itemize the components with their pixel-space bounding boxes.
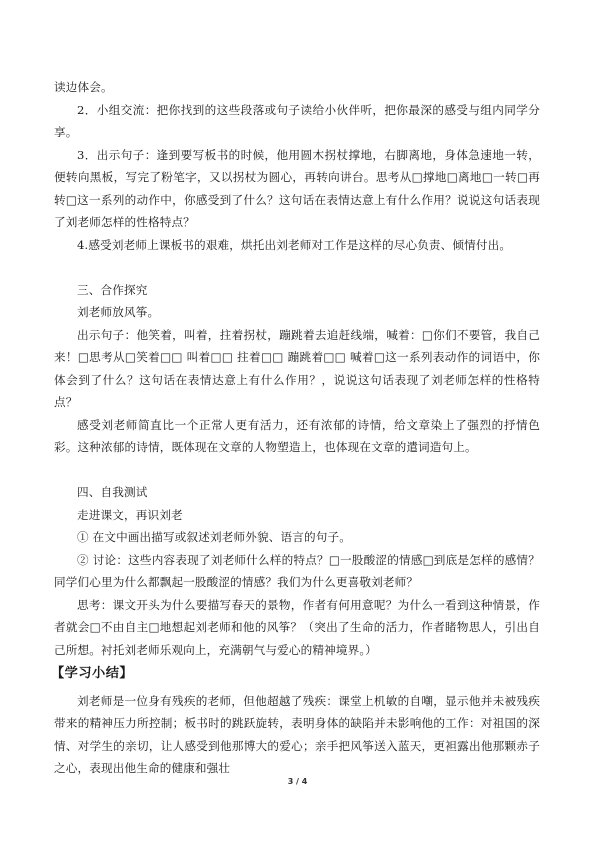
paragraph-show-sentence: 3．出示句子：逢到要写板书的时候，他用圆木拐杖撑地，右脚离地，身体急速地一转，便转向黑板，写完了粉笔字，又以拐杖为圆心，再转向讲台。思考从□撑地□离地□一转□再转□这一系列的动作中，你感受到了什么？这句话在表情达意上有什么作用？说说这句话表现了刘老师怎样的性格特点？ (54, 147, 541, 229)
paragraph-group-discussion: 2．小组交流：把你找到的这些段落或句子读给小伙伴听，把你最深的感受与组内同学分享。 (54, 102, 540, 139)
paragraph-think: 思考：课文开头为什么要描写春天的景物，作者有何用意呢？为什么一看到这种情景，作者就会□不由自主□地想起刘老师和他的风筝？（突出了生命的活力，作者睹物思人，引出自己所想。衬托刘老师乐观向上，充满朝气与爱心的精神境界。） (54, 597, 540, 657)
spacer (54, 256, 540, 279)
paragraph-summary: 刘老师是一位身有残疾的老师，但他超越了残疾：课堂上机敏的自嘲，显示他并未被残疾带来的精神压力所控制；板书时的跳跃旋转，表明身体的缺陷并未影响他的工作：对祖国的深情、对学生的亲切，让人感受到他那博大的爱心；亲手把风筝送入蓝天，更袒露出他那颗赤子之心，表现出他生命的健康和强壮 (54, 693, 540, 775)
page-number: 3 / 4 (287, 777, 308, 786)
paragraph-continuation: 读边体会。 (54, 80, 113, 94)
section-heading-summary: 【学习小结】 (51, 666, 134, 681)
section-heading-cooperative: 三、合作探究 (77, 282, 148, 297)
paragraph-task-1: ① 在文中画出描写或叙述刘老师外貌、语言的句子。 (77, 530, 351, 544)
paragraph-task-2: ② 讨论：这些内容表现了刘老师什么样的特点？□一股酸涩的情感□到底是怎样的感情？同学们心里为什么都飘起一股酸涩的情感？我们为什么更喜敬刘老师？ (54, 552, 540, 589)
paragraph-kite-sentence: 出示句子：他笑着，叫着，拄着拐杖，蹦跳着去追赶线端，喊着：□你们不要管，我自己来！□思考从□笑着□□ 叫着□□ 拄着□□ 蹦跳着□□ 喊着□这一系列表动作的词语中，你体会到了什么？这句话在表情达意上有什么作用？，说说这句话表现了刘老师怎样的性格特点？ (54, 327, 540, 409)
spacer (54, 459, 540, 482)
document-body (51, 76, 541, 780)
paragraph-vitality: 感受刘老师简直比一个正常人更有活力，还有浓郁的诗情，给文章染上了强烈的抒情色彩。这种浓郁的诗情，既体现在文章的人物塑造上，也体现在文章的遣词造句上。 (54, 417, 540, 454)
paragraph-revisit: 走进课文，再识刘老 (77, 507, 183, 522)
paragraph-feel-difficulty: 4.感受刘老师上课板书的艰难，烘托出刘老师对工作是这样的尽心负责、倾情付出。 (77, 237, 512, 252)
paragraph-kite: 刘老师放风筝。 (77, 305, 160, 319)
section-heading-self-test: 四、自我测试 (77, 485, 148, 499)
